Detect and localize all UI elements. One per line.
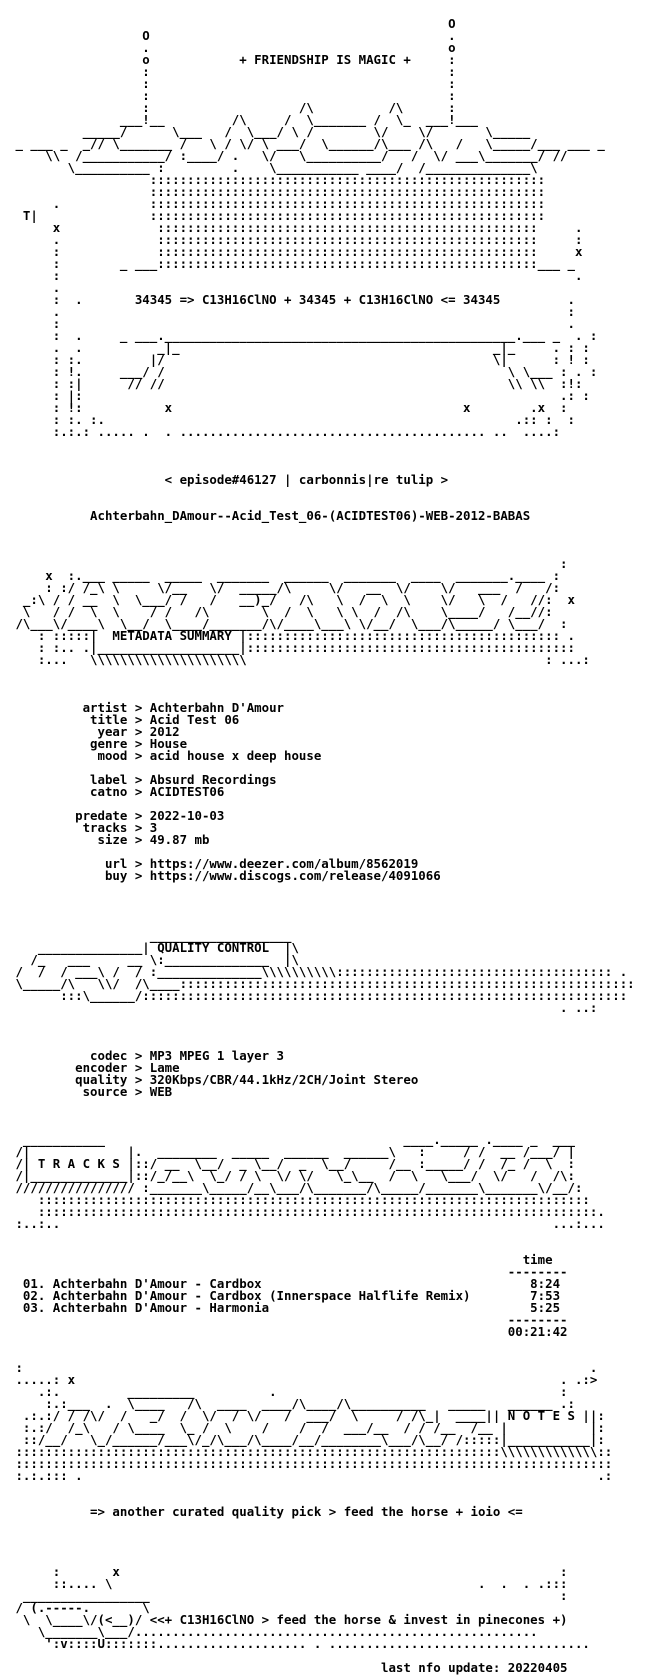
nfo-line: / (.-----. \ xyxy=(8,1600,150,1615)
nfo-line: /\___\/____\ \__/ \____/_______/\/____\___\ \/__/ \___/\_____/ \___/ : xyxy=(8,616,568,631)
nfo-line: . xyxy=(8,280,61,295)
nfo-line: => another curated quality pick > feed the horse + ioio <= xyxy=(8,1504,523,1519)
nfo-line: . ..: xyxy=(8,1000,598,1015)
nfo-line: ___________ ____._____ .____ _ ___ xyxy=(8,1132,575,1147)
nfo-line: . : xyxy=(8,304,575,319)
nfo-line: /| T R A C K S |::/ __ \__/ _ \__/ _ \__/ /__ :_____/ / /_ / \ : xyxy=(8,1156,575,1171)
nfo-line: quality > 320Kbps/CBR/44.1kHz/2CH/Joint Stereo xyxy=(8,1072,419,1087)
nfo-line: : |: .: : xyxy=(8,388,590,403)
nfo-line: title > Acid Test 06 xyxy=(8,712,240,727)
nfo-line: label > Absurd Recordings xyxy=(8,772,277,787)
nfo-line: ::/__/ \_/______/___\/_/\___/\____/__/________\___/\__/ /:::::|___________|: xyxy=(8,1432,605,1447)
nfo-line: : :/ /_\ \ \/__ \/ _____/\ \/ __ \/ \/ ___ / /: xyxy=(8,580,561,595)
nfo-line: \_____/\ \\/ /\____::::::::::::::::::::::::::::::::::::::::::::::::::::::::::::: xyxy=(8,976,635,991)
nfo-line: genre > House xyxy=(8,736,188,751)
nfo-line: : _ ___:::::::::::::::::::::::::::::::::::::::::::::::::::___ _ xyxy=(8,256,575,271)
nfo-line: : : xyxy=(8,64,456,79)
nfo-line: 02. Achterbahn D'Amour - Cardbox (Innerspace Halflife Remix) 7:53 xyxy=(8,1288,561,1303)
nfo-line: 03. Achterbahn D'Amour - Harmonia 5:25 xyxy=(8,1300,561,1315)
nfo-line: . ::::::::::::::::::::::::::::::::::::::::::::::::::::: xyxy=(8,196,546,211)
nfo-line: /| |. ________ _____ ______ ______\ : / / __ /___/ | xyxy=(8,1144,575,1159)
nfo-line: : . 34345 => C13H16ClNO + 34345 + C13H16ClNO <= 34345 . xyxy=(8,292,575,307)
nfo-line: ______________| QUALITY CONTROL |\ xyxy=(8,940,299,955)
nfo-line: year > 2012 xyxy=(8,724,180,739)
nfo-line: : : xyxy=(8,88,456,103)
nfo-line: : : xyxy=(8,76,456,91)
nfo-line: ::::::::::::::::::::::::::::::::::::::::::::::::::::: xyxy=(8,184,546,199)
nfo-line: :::::::::::::::::::::::::::::::::::::::::::::::::::::::::::::::::::::::::::. xyxy=(8,1204,605,1219)
nfo-line: /_ ___ __ \:______________ |\ xyxy=(8,952,299,967)
nfo-line: x :.___ _____ _____ _______ ______ _______ ____ _______.____ : xyxy=(8,568,561,583)
nfo-line: :::::::::::::::::::::::::::::::::::::::::::::::::::::::::::::::::::::::::: xyxy=(8,1192,590,1207)
nfo-line: :.:.::: . .: xyxy=(8,1468,613,1483)
nfo-line: buy > https://www.discogs.com/release/4091066 xyxy=(8,868,441,883)
nfo-line: tracks > 3 xyxy=(8,820,158,835)
nfo-line: : !. ___/ / \ \___ : . : xyxy=(8,364,598,379)
nfo-line: source > WEB xyxy=(8,1084,173,1099)
nfo-line: : :::::| METADATA SUMMARY |:::::::::::::::::::::::::::::::::::::::::: . xyxy=(8,628,575,643)
nfo-line: \_______\___/...................................................... xyxy=(8,1624,538,1639)
nfo-line: : . _ ___._______________________________________________.___ _ . : xyxy=(8,328,598,343)
nfo-line: :::::::::::::::::::::::::::::::::::::::::::::::::::::::::::::::::\\\\\\\\\\\\\:: xyxy=(8,1444,613,1459)
nfo-line: . ::::::::::::::::::::::::::::::::::::::::::::::::::: : xyxy=(8,232,583,247)
nfo-text-body xyxy=(8,6,635,1674)
nfo-line: 00:21:42 xyxy=(8,1324,568,1339)
nfo-line: Achterbahn_DAmour--Acid_Test_06-(ACIDTEST06)-WEB-2012-BABAS xyxy=(8,508,531,523)
nfo-line: : :| // // \\ \\ :!: xyxy=(8,376,583,391)
nfo-line: : !: x x .x : xyxy=(8,400,568,415)
nfo-line: codec > MP3 MPEG 1 layer 3 xyxy=(8,1048,285,1063)
nfo-line: 01. Achterbahn D'Amour - Cardbox 8:24 xyxy=(8,1276,561,1291)
nfo-line: catno > ACIDTEST06 xyxy=(8,784,225,799)
nfo-line: . . _|_ _|_ . : : xyxy=(8,340,590,355)
nfo-line: ___!__ /\ / \_______ / \_ ___!___ xyxy=(8,112,478,127)
nfo-line: /|_____________|::/_/__\ \_/ / \ \/ \/ \_\__ / \ \___/ \/ / /\: xyxy=(8,1168,575,1183)
nfo-line: :.:.: ..... . . ......................................... .. ....: xyxy=(8,424,561,439)
nfo-line: \ \____\/(<__)/ <<+ C13H16ClNO > feed the horse & invest in pinecones +) xyxy=(8,1612,568,1627)
nfo-line: : xyxy=(8,556,568,571)
nfo-line: \\ /___________/ :____/ . \/ \__________/ / \/ ___\_______/ // xyxy=(8,148,568,163)
nfo-line: .:.:/ / /\/ / _/ / \/ / \/ / ___/ \ / /\_| ____|| N O T E S ||: xyxy=(8,1408,605,1423)
nfo-line: _ ___ _ _// \_______ / \ / \/ \ ___/ \______/\___ /\ / \_____/___ ___ _ xyxy=(8,136,605,151)
nfo-line: encoder > Lame xyxy=(8,1060,180,1075)
nfo-line: _____/ \___ / \___/ \ / \/ \/ \_____ xyxy=(8,124,531,139)
nfo-line: predate > 2022-10-03 xyxy=(8,808,225,823)
nfo-line: artist > Achterbahn D'Amour xyxy=(8,700,285,715)
nfo-line: x ::::::::::::::::::::::::::::::::::::::::::::::::::: . xyxy=(8,220,583,235)
nfo-line: last nfo update: 20220405 xyxy=(8,1660,568,1675)
nfo-line: : ::::::::::::::::::::::::::::::::::::::::::::::::::: x xyxy=(8,244,583,259)
nfo-line: //////////////// :_______\_____/__\___/\_______/\_____/_______\_______\/__/: xyxy=(8,1180,583,1195)
nfo-line: mood > acid house x deep house xyxy=(8,748,322,763)
nfo-line: : . xyxy=(8,316,575,331)
nfo-line: .:. _________ . : xyxy=(8,1384,568,1399)
nfo-line: : . xyxy=(8,268,583,283)
nfo-line: :::\______/::::::::::::::::::::::::::::::::::::::::::::::::::::::::::::::::: xyxy=(8,988,628,1003)
nfo-line: \__________ : . \___________ ____/ /______________\ xyxy=(8,160,538,175)
nfo-line: :::::::::::::::::::::::::::::::::::::::::::::::::::::::::::::::::::::::::::::::: xyxy=(8,1456,613,1471)
nfo-line: size > 49.87 mb xyxy=(8,832,210,847)
nfo-line: .....: x . .:> xyxy=(8,1372,598,1387)
nfo-line: :..:.. ...:... xyxy=(8,1216,605,1231)
nfo-line: ___________________ xyxy=(8,928,292,943)
nfo-line: : /\ /\ : xyxy=(8,100,456,115)
nfo-line: O . xyxy=(8,28,456,43)
nfo-line: T| ::::::::::::::::::::::::::::::::::::::::::::::::::::: xyxy=(8,208,546,223)
nfo-line: ':v::::U:::::::.................... . ................................... xyxy=(8,1636,590,1651)
nfo-line: / / / ___\ / / :______________\\\\\\\\\\::::::::::::::::::::::::::::::::::::: . xyxy=(8,964,628,979)
nfo-line: -------- xyxy=(8,1312,568,1327)
nfo-line: ::::::::::::::::::::::::::::::::::::::::::::::::::::: xyxy=(8,172,546,187)
nfo-line: :.:___ . \____ /\ ____ ____/\____/\__________ _____ ______ .: xyxy=(8,1396,575,1411)
nfo-line: time xyxy=(8,1252,553,1267)
nfo-line: url > https://www.deezer.com/album/8562019 xyxy=(8,856,419,871)
nfo-line: _________________ : xyxy=(8,1588,568,1603)
nfo-line: . o xyxy=(8,40,456,55)
nfo-line: :.:/ /_\ / \____ \_ / \ / / / ___/__ / / /__ /__ | |: xyxy=(8,1420,605,1435)
nfo-line: _:\ / / __ \ \___/ / / __)_/ /\ \ / \ \ \/ \ / //: x xyxy=(8,592,575,607)
nfo-line: o + FRIENDSHIP IS MAGIC + : xyxy=(8,52,456,67)
nfo-line: O xyxy=(8,16,456,31)
nfo-line: : :. :. .:: : : xyxy=(8,412,575,427)
nfo-line: :... \\\\\\\\\\\\\\\\\\\\\ : ...: xyxy=(8,652,590,667)
nfo-line: : x : xyxy=(8,1564,568,1579)
nfo-line: \ / / \ \ / / /\ \ / \ \ \ / /\ \____/ /__//: xyxy=(8,604,553,619)
nfo-line: : :.. .|___________________|:::::::::::::::::::::::::::::::::::::::::::: xyxy=(8,640,575,655)
nfo-line: -------- xyxy=(8,1264,568,1279)
nfo-line: : :. |/ \| : ! : xyxy=(8,352,590,367)
nfo-line: < episode#46127 | carbonnis|re tulip > xyxy=(8,472,449,487)
nfo-line: ::.... \ . . . .::: xyxy=(8,1576,568,1591)
nfo-line: : . xyxy=(8,1360,598,1375)
